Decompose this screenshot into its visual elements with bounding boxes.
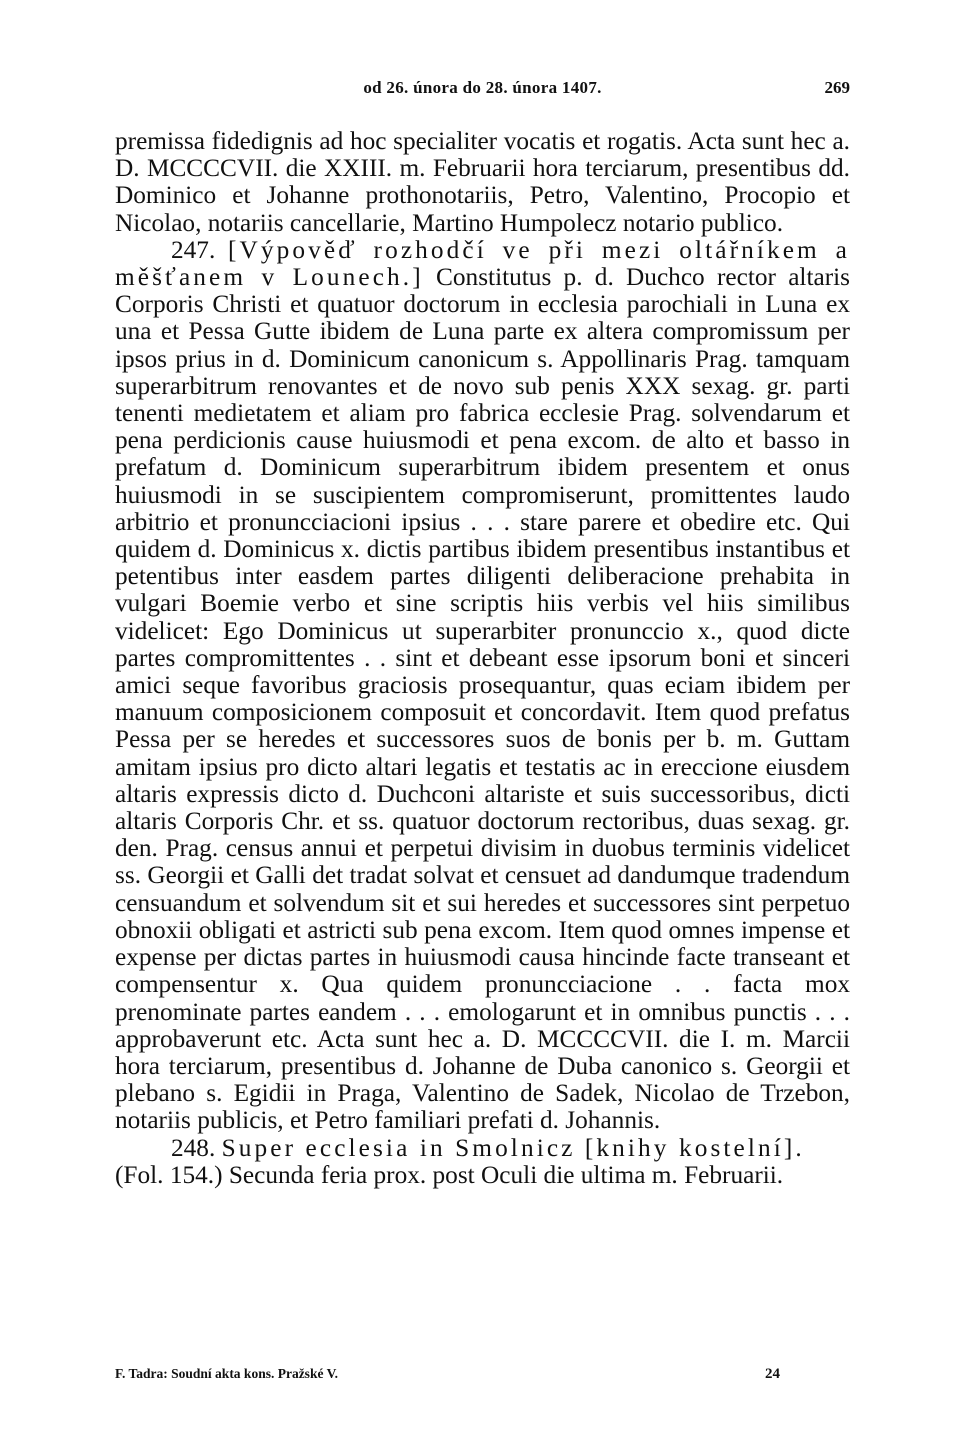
page-header — [115, 78, 850, 102]
signature-mark: 24 — [765, 1366, 780, 1382]
page-footer — [115, 1366, 850, 1388]
entry-248-number: 248. — [171, 1133, 216, 1162]
entry-247-text: Constitutus p. d. Duchco rector altaris Corporis Christi et quatuor doctorum in ecclesia parochiali in Luna ex una et Pessa Gutte ibidem de Luna parte ex altera compromissum per ipsos prius in d. Dominicum canonicum s. Appollinaris Prag. tamquam superarbitrum renovantes et de novo sub penis XXX sexag. gr. parti tenenti medietatem et aliam pro fabrica ecclesie Prag. solvendarum et pena perdicionis cause huiusmodi et pena excom. de alto et basso in prefatum d. Dominicum superarbitrum ibidem presentem et onus huiusmodi in se suscipientem compromiserunt, promittentes laudo arbitrio et pronuncciacioni ipsius . . . stare parere et obedire etc. Qui quidem d. Dominicus x. dictis partibus ibidem presentibus instantibus et petentibus inter easdem partes diligenti deliberacione prehabita in vulgari Boemie verbo et sine scriptis hiis verbis vel hiis similibus videlicet: Ego Dominicus ut superarbiter pronunccio x., quod dicte partes compromittentes . . sint et debeant esse ipsorum boni et sinceri amici seque favoribus graciosis prosequantur, quas eciam ibidem per manuum composicionem composuit et concordavit. Item quod prefatus Pessa per se heredes et successores suos de bonis per b. m. Guttam amitam ipsius pro dicto altari legatis et testatis ac in ereccione eiusdem altaris expressis dicto d. Duchconi altariste et suis successoribus, dicti altaris Corporis Chr. et ss. quatuor doctorum rectoribus, duas sexag. gr. den. Prag. census annui et perpetui divisim in duobus terminis videlicet ss. Georgii et Galli det tradat solvat et censuet ad dandumque tradendum censuandum et solvendum sit et sui heredes et successores sint perpetuo obnoxii obligati et astricti sub pena excom. Item quod omnes impense et expense per dictas partes in huiusmodi causa hincinde facte transeant et compensentur x. Qua quidem pronuncciacione . . facta mox prenominate partes eandem . . . emologarunt et in omnibus punctis . . . approbaverunt etc. Acta sunt hec a. D. MCCCCVII. die I. m. Marcii hora terciarum, presentibus d. Johanne de Duba canonico s. Georgii et plebano s. Egidii in Praga, Valentino de Sadek, Nicolao de Trzebon, notariis publicis, et Petro familiari prefati d. Johannis. — [115, 263, 851, 1135]
entry-248 — [115, 1135, 850, 1162]
page-number: 269 — [824, 78, 850, 97]
entry-247-heading: [Výpověď rozhodčí ve při mezi oltářníkem a měšťanem v Lounech.] — [115, 235, 851, 292]
paragraph-continuation: premissa fidedignis ad hoc specialiter vocatis et rogatis. Acta sunt hec a. D. MCCCCVII. die XXIII. m. Februarii hora terciarum, presentibus dd. Dominico et Johanne prothonotariis, Petro, Valentino, Procopio et Nicolao, notariis cancellarie, Martino Humpolecz notario publico. — [115, 127, 850, 237]
entry-248-text: (Fol. 154.) Secunda feria prox. post Oculi die ultima m. Februarii. — [115, 1160, 784, 1189]
entry-247 — [115, 237, 850, 1135]
entry-247-number: 247. — [171, 235, 216, 264]
entry-248-heading: Super ecclesia in Smolnicz [knihy kostelní]. — [221, 1133, 805, 1162]
running-title: od 26. února do 28. února 1407. — [363, 78, 602, 97]
footer-citation: F. Tadra: Soudní akta kons. Pražské V. — [115, 1366, 338, 1381]
text-body — [115, 128, 850, 1189]
